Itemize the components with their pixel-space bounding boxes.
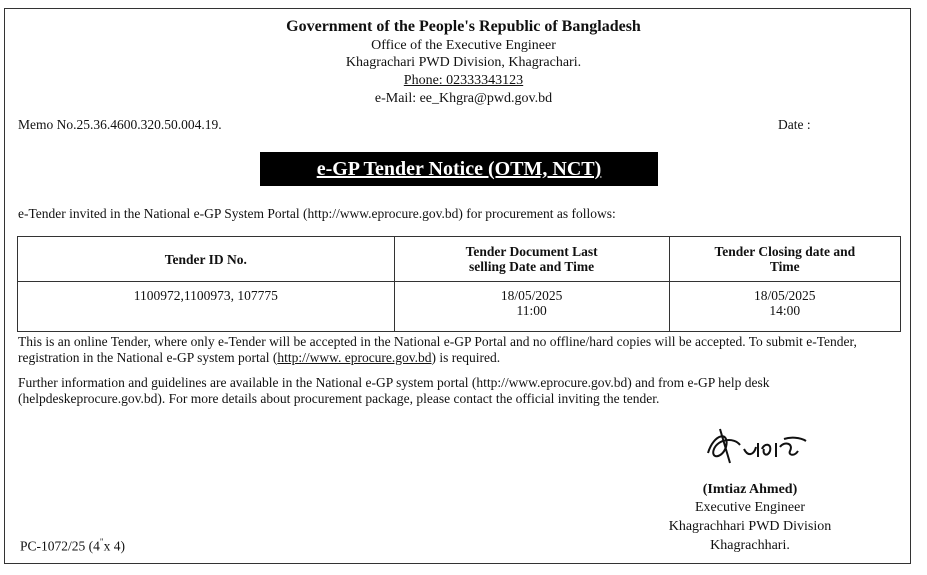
tender-table xyxy=(17,236,901,332)
pc-size-text: x 4) xyxy=(103,538,125,554)
portal-link[interactable]: http://www. eprocure.gov.bd xyxy=(277,350,432,365)
online-tender-paragraph xyxy=(18,334,908,366)
cell-tender-ids: 1100972,1100973, 107775 xyxy=(18,282,395,332)
email-line: e-Mail: ee_Khgra@pwd.gov.bd xyxy=(374,91,553,106)
signature-image xyxy=(700,423,830,471)
pc-number xyxy=(20,537,125,555)
office-name: Office of the Executive Engineer xyxy=(371,38,556,53)
last-selling-time: 11:00 xyxy=(516,303,547,318)
closing-date: 18/05/2025 xyxy=(754,288,816,303)
further-info-paragraph: Further information and guidelines are available in the National e-GP system portal (http://www.eprocure.gov.bd) and from e-GP help desk (helpdeskeprocure.gov.bd). For more details about procurement package, please contact the official inviting the tender. xyxy=(18,375,770,406)
header-tender-id: Tender ID No. xyxy=(18,237,395,282)
cell-closing xyxy=(669,282,900,332)
closing-time: 14:00 xyxy=(769,303,801,318)
government-title: Government of the People's Republic of Bangladesh xyxy=(286,18,641,35)
inch-mark: " xyxy=(99,537,104,547)
intro-text: e-Tender invited in the National e-GP System Portal (http://www.eprocure.gov.bd) for procurement as follows: xyxy=(18,206,616,221)
pc-number-text: PC-1072/25 (4 xyxy=(20,538,100,554)
phone-line xyxy=(0,73,927,89)
table-row xyxy=(18,282,901,332)
header-last-selling xyxy=(394,237,669,282)
para1-text-end: ) is required. xyxy=(431,350,501,365)
header-closing xyxy=(669,237,900,282)
division-name: Khagrachari PWD Division, Khagrachari. xyxy=(345,55,582,70)
last-selling-date: 18/05/2025 xyxy=(500,288,563,303)
phone-number: Phone: 02333343123 xyxy=(403,73,524,88)
date-label: Date : xyxy=(778,117,811,132)
signatory-division: Khagrachhari PWD Division xyxy=(668,519,832,534)
table-header-row xyxy=(18,237,901,282)
signatory-designation: Executive Engineer xyxy=(694,500,805,515)
header-last-selling-text: Tender Document Last selling Date and Time xyxy=(465,244,598,274)
signatory-place: Khagrachhari. xyxy=(710,538,790,553)
para1-text: This is an online Tender, where only e-Tender will be accepted in the National e-GP Portal and no offline/hard copies will be accepted. To submit e-Tender, registration in the National e-GP system portal ( xyxy=(18,334,857,365)
header-closing-text: Tender Closing date and Time xyxy=(714,244,856,274)
cell-last-selling xyxy=(394,282,669,332)
notice-title-banner: e-GP Tender Notice (OTM, NCT) xyxy=(260,152,658,186)
signatory-name: (Imtiaz Ahmed) xyxy=(702,482,798,497)
memo-number: Memo No.25.36.4600.320.50.004.19. xyxy=(18,117,222,132)
